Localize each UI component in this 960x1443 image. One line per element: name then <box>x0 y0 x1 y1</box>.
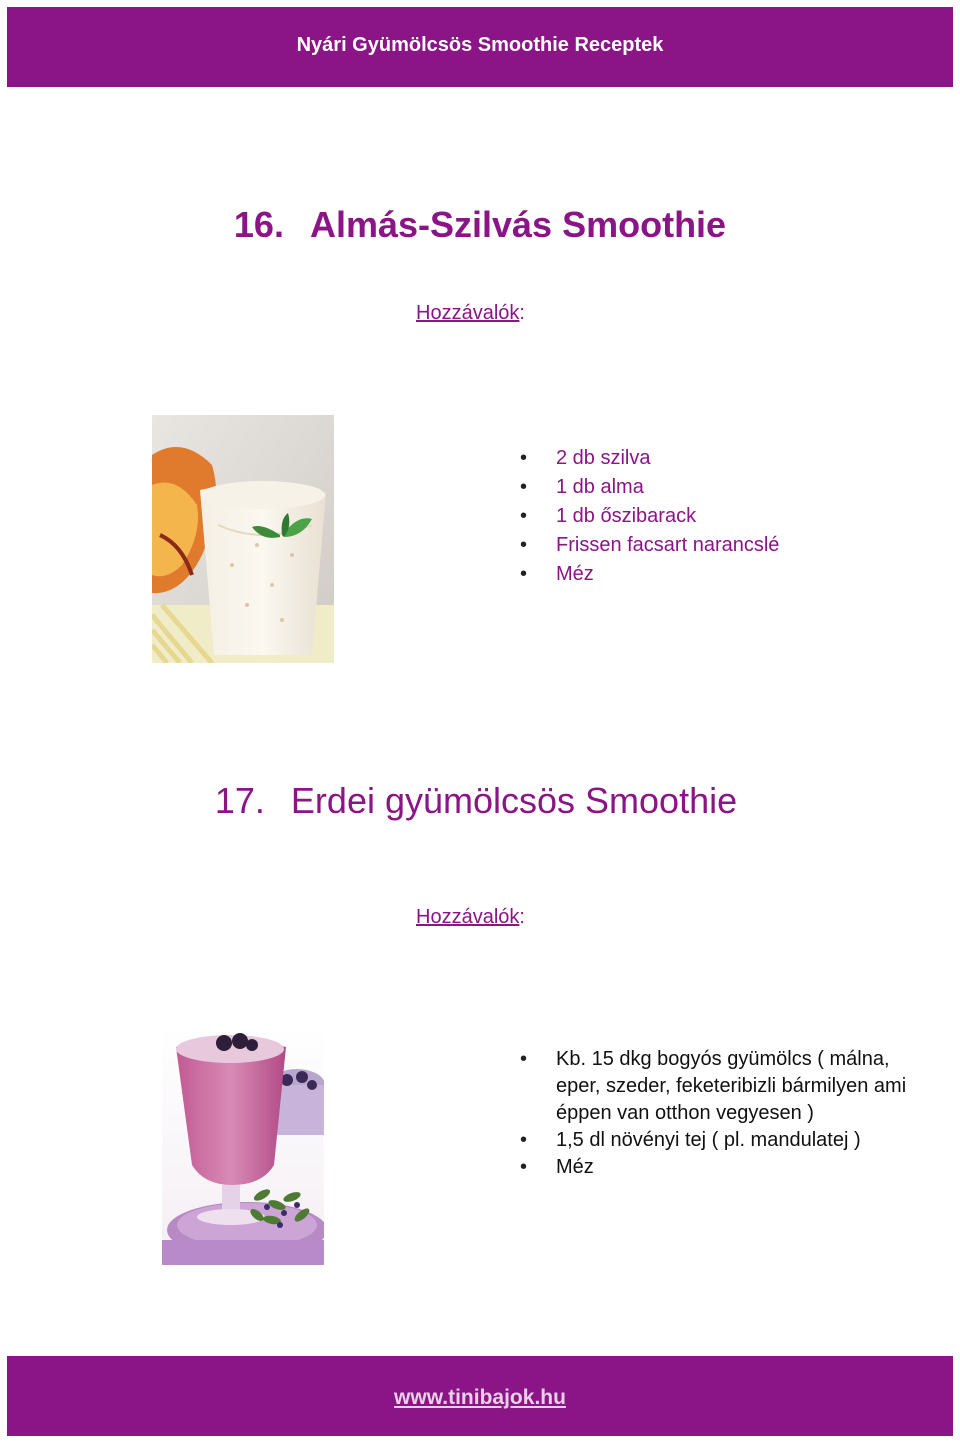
page-title: Nyári Gyümölcsös Smoothie Receptek <box>296 33 664 56</box>
ingredients-label-colon: : <box>519 302 525 324</box>
recipe-number: 17. <box>214 780 265 821</box>
footer-bar <box>7 1356 953 1436</box>
recipe-name: Erdei gyümölcsös Smoothie <box>290 780 738 821</box>
ingredients-label-text: Hozzávalók <box>416 906 520 928</box>
list-item: • 1 db őszibarack <box>520 502 779 531</box>
recipe-number: 16. <box>233 204 284 245</box>
ingredients-label-16 <box>416 302 525 325</box>
header-bar <box>7 7 953 87</box>
ingredients-list-17 <box>520 1046 926 1181</box>
list-item: • Méz <box>520 1154 926 1181</box>
smoothie-photo-apple-plum <box>152 415 334 663</box>
ingredients-label-text: Hozzávalók <box>416 302 520 324</box>
ingredients-label-17 <box>416 906 525 929</box>
website-link[interactable]: www.tinibajok.hu <box>394 1386 566 1409</box>
list-item: • 2 db szilva <box>520 444 779 473</box>
list-item: • 1,5 dl növényi tej ( pl. mandulatej ) <box>520 1127 926 1154</box>
ingredients-label-colon: : <box>519 906 525 928</box>
recipe-title-16 <box>0 204 960 246</box>
smoothie-photo-forest-berry <box>162 1025 324 1265</box>
list-item: • Méz <box>520 560 779 589</box>
ingredients-list-16 <box>520 444 779 589</box>
list-item: • Frissen facsart narancslé <box>520 531 779 560</box>
list-item: • Kb. 15 dkg bogyós gyümölcs ( málna, eper, szeder, feketeribizli bármilyen ami éppen van otthon vegyesen ) <box>520 1046 926 1127</box>
recipe-title-17 <box>0 780 956 822</box>
list-item: • 1 db alma <box>520 473 779 502</box>
recipe-name: Almás-Szilvás Smoothie <box>309 204 727 245</box>
